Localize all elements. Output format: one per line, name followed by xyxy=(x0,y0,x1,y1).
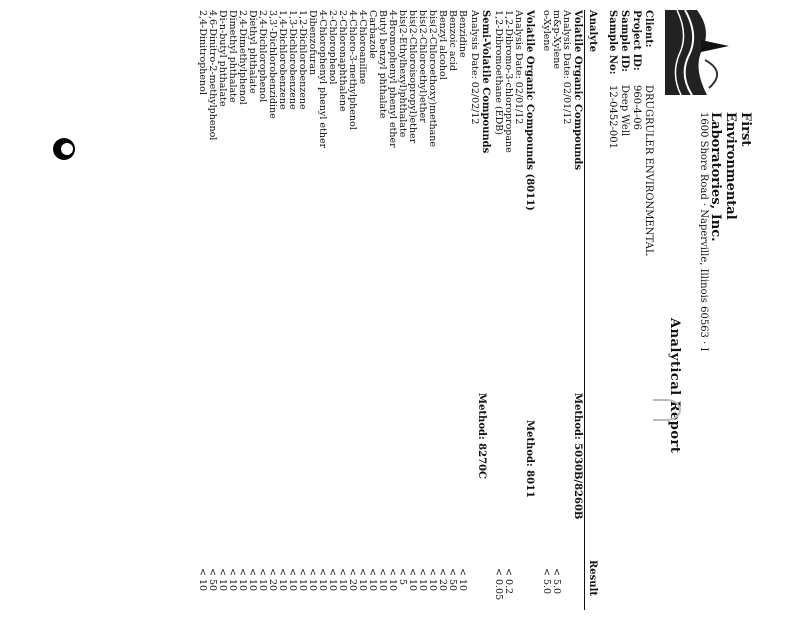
analysis-date: Analysis Date: 02/01/12 xyxy=(513,10,524,125)
analyte-name: 4-Chloro-3-methylphenol xyxy=(347,10,358,130)
analyte-result: < 10 xyxy=(357,568,368,592)
analyte-name: Benzidine xyxy=(457,10,468,58)
analyte-result: < 0.2 xyxy=(503,568,514,595)
analyte-name: Benzoic acid xyxy=(447,10,458,71)
analyte-result: < 0.05 xyxy=(493,568,504,601)
analyte-result: < 10 xyxy=(247,568,258,592)
analyte-name: 1,3-Dichlorobenzene xyxy=(287,10,298,110)
sample-no-value: 12-0452-001 xyxy=(607,85,618,150)
analyte-result: < 10 xyxy=(427,568,438,592)
client-value: DRUGRULER ENVIRONMENTAL xyxy=(643,85,654,256)
analyte-name: Dibenzofuran xyxy=(307,10,318,76)
lab-name-line: Laboratories, Inc. xyxy=(708,112,723,242)
analyte-result: < 10 xyxy=(367,568,378,592)
analyte-name: 1,4-Dichlorobenzene xyxy=(277,10,288,110)
analysis-date: Analysis Date: 02/01/12 xyxy=(561,10,572,125)
result-column-header: Result xyxy=(587,560,598,596)
analyte-name: 4,6-Dinitro-2-methylphenol xyxy=(207,10,218,141)
analyte-name: m&p-Xylene xyxy=(551,10,562,69)
analyte-name: 1,2-Dibromoethane (EDB) xyxy=(493,10,504,135)
section-title: Volatile Organic Compounds xyxy=(572,10,583,170)
analyte-name: Diethyl phthalate xyxy=(247,10,258,94)
project-id-value: 960-4-06 xyxy=(631,85,642,130)
analyte-name: 2-Chloronaphthalene xyxy=(337,10,348,112)
analyte-result: < 10 xyxy=(297,568,308,592)
analyte-name: Di-n-butyl phthalate xyxy=(217,10,228,107)
analyte-name: 2,4-Dimethylphenol xyxy=(237,10,248,105)
analyte-result: < 5.0 xyxy=(541,568,552,595)
analyte-name: bis(2-Chloroethoxy)methane xyxy=(427,10,438,148)
analyte-name: Carbazole xyxy=(367,10,378,59)
section-method: Method: 5030B/8260B xyxy=(572,393,583,520)
analyte-result: < 10 xyxy=(227,568,238,592)
analyte-result: < 10 xyxy=(337,568,348,592)
analyte-result: < 10 xyxy=(377,568,388,592)
report-title: Analytical Report xyxy=(667,318,682,454)
analyte-result: < 10 xyxy=(457,568,468,592)
analyte-result: < 10 xyxy=(197,568,208,592)
analyte-name: Benzyl alcohol xyxy=(437,10,448,80)
analyte-result: < 20 xyxy=(267,568,278,592)
analyte-name: o-Xylene xyxy=(541,10,552,52)
section-title: Volatile Organic Compounds (8011) xyxy=(524,10,535,211)
analyte-result: < 10 xyxy=(417,568,428,592)
analyte-result: < 10 xyxy=(287,568,298,592)
analyte-result: < 10 xyxy=(217,568,228,592)
analyte-name: 1,2-Dibromo-3-chloropropane xyxy=(503,10,514,153)
analyte-result: < 50 xyxy=(207,568,218,592)
analyte-name: 2,4-Dichlorophenol xyxy=(257,10,268,103)
analyte-name: bis(2-Chloroethyl)ether xyxy=(417,10,428,123)
analyte-name: bis(2-Ethylhexyl)phthalate xyxy=(397,10,408,138)
analyte-result: < 10 xyxy=(277,568,288,592)
sample-id-label: Sample ID: xyxy=(619,10,630,72)
rotated-document xyxy=(45,0,753,610)
sample-id-value: Deep Well xyxy=(619,85,630,137)
analyte-name: Butyl benzyl phthalate xyxy=(377,10,388,119)
lab-name-line: First xyxy=(738,112,753,147)
analyte-result: < 5 xyxy=(397,568,408,586)
sample-no-label: Sample No: xyxy=(607,10,618,75)
analyte-name: 3,3'-Dichlorobenzidine xyxy=(267,10,278,119)
analyte-name: Dimethyl phthalate xyxy=(227,10,238,103)
header-rule xyxy=(584,10,585,610)
analyte-result: < 5.0 xyxy=(551,568,562,595)
analyte-result: < 10 xyxy=(327,568,338,592)
analyte-result: < 10 xyxy=(237,568,248,592)
analyte-result: < 10 xyxy=(407,568,418,592)
section-method: Method: 8011 xyxy=(524,420,535,498)
project-id-label: Project ID: xyxy=(631,10,642,71)
analyte-name: 2,4-Dinitrophenol xyxy=(197,10,208,95)
analyte-result: < 10 xyxy=(307,568,318,592)
analyte-column-header: Analyte xyxy=(587,10,598,53)
lab-name-line: Environmental xyxy=(723,112,738,220)
analyte-name: 2-Chlorophenol xyxy=(327,10,338,85)
analyte-result: < 20 xyxy=(347,568,358,592)
analyte-result: < 10 xyxy=(387,568,398,592)
lab-address: 1600 Shore Road · Naperville, Illinois 60563 · I xyxy=(698,112,709,352)
section-title: Semi-Volatile Compounds xyxy=(480,10,491,154)
client-label: Client: xyxy=(643,10,654,48)
analyte-result: < 10 xyxy=(257,568,268,592)
analysis-date: Analysis Date: 02/02/12 xyxy=(469,10,480,125)
analyte-result: < 20 xyxy=(437,568,448,592)
analyte-name: 1,2-Dichlorobenzene xyxy=(297,10,308,110)
lab-name xyxy=(708,112,753,242)
analyte-name: 4-Bromophenyl phenyl ether xyxy=(387,10,398,148)
analyte-name: 4-Chlorophenyl phenyl ether xyxy=(317,10,328,149)
analyte-result: < 50 xyxy=(447,568,458,592)
analyte-result: < 10 xyxy=(317,568,328,592)
analyte-name: bis(2-Chloroisopropyl)ether xyxy=(407,10,418,144)
section-method: Method: 8270C xyxy=(476,393,487,479)
lab-logo-icon xyxy=(665,10,737,95)
analyte-name: 4-Chloroaniline xyxy=(357,10,368,85)
punch-mark xyxy=(653,399,681,421)
